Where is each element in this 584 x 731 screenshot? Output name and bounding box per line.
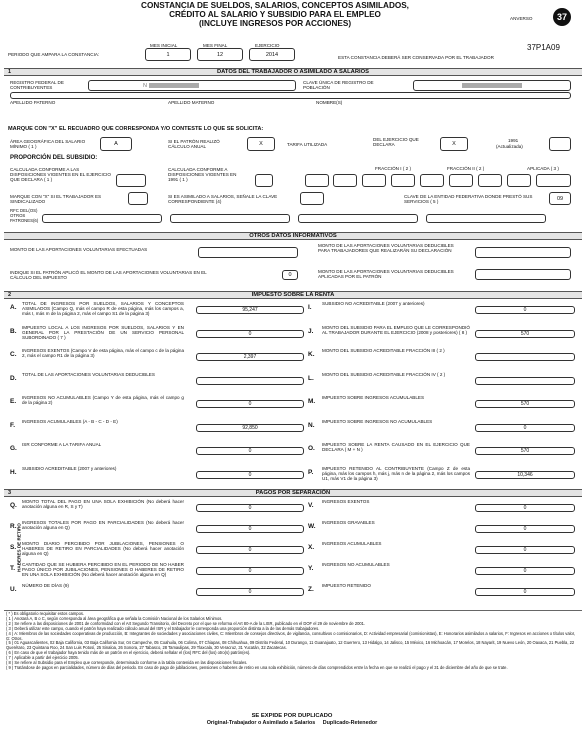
form-title-line3: (INCLUYE INGRESOS POR ACCIONES) <box>198 19 352 28</box>
row-label: INGRESOS NO ACUMULABLES (Campo Y de esta página, más el campo g de la página 2) <box>22 395 184 406</box>
form-title-line2: CRÉDITO AL SALARIO Y SUBSIDIO PARA EL EMPLEO <box>169 10 381 19</box>
row-label: INGRESOS NO ACUMULABLES <box>322 562 390 567</box>
anverso-label: ANVERSO <box>510 16 533 21</box>
fraccion2-label: FRACCIÓN II ( 2 ) <box>447 166 485 171</box>
row-letter: I. <box>308 304 312 311</box>
row-letter: W. <box>308 523 316 530</box>
row-value-field[interactable]: 0 <box>475 306 575 314</box>
row-value-field[interactable]: 570 <box>475 447 575 455</box>
mes-inicial-label: MES INICIAL <box>150 43 178 48</box>
nombres-label: NOMBRE(S) <box>316 100 343 105</box>
row-label: MONTO DEL SUBSIDIO ACREDITABLE FRACCIÓN IV ( 2 ) <box>322 371 446 377</box>
mes-inicial-field[interactable]: 1 <box>145 48 191 61</box>
row-label: IMPUESTO SOBRE INGRESOS NO ACUMULABLES <box>322 418 433 424</box>
row-letter: V. <box>308 502 314 509</box>
otros-patrones-field-4[interactable] <box>426 214 546 223</box>
ap-paterno-label: APELLIDO PATERNO <box>10 100 56 105</box>
row-value-field[interactable]: 0 <box>475 525 575 533</box>
redaction-mark <box>149 83 199 88</box>
aplicada-label: APLICADA ( 3 ) <box>527 166 559 171</box>
duplicado-label: SE EXPIDE POR DUPLICADO <box>251 713 333 719</box>
area-geo-field[interactable]: A <box>100 137 132 151</box>
indique-field[interactable]: 0 <box>282 270 298 280</box>
ap-materno-label: APELLIDO MATERNO <box>168 100 215 105</box>
row-label: CANTIDAD QUE SE HUBIERA PERCIBIDO EN EL PERIODO DE NO HABER PAGO ÚNICO POR JUBILACIONES, PENSIONES O HABERES DE RETIRO EN UNA SOLA EXHIBICIÓN (No deberá hacer anotación alguna en Q) <box>22 562 184 578</box>
tarifa-label: TARIFA UTILIZADA <box>287 142 328 147</box>
aplicada-a[interactable] <box>478 174 502 187</box>
curp-label: CLAVE ÚNICA DE REGISTRO DE POBLACIÓN <box>303 80 374 91</box>
row-letter: A. <box>10 304 17 311</box>
footnote-item: ( 4 ) A: Miembros de las sociedades cooperativas de producción, B: Integrantes de sociedades y asociaciones civiles, C: Miembros de consejos directivos, de vigilancia, consultivos o comisionarios, D: Actividad empresarial (comisionistas), E: Honorarios asimilados a salarios, F: Ingresos en acciones o títulos valor, G: Otros. <box>6 630 576 641</box>
sindicalizado-label: MARQUE CON "X" SI EL TRABAJADOR ES SINDICALIZADO <box>10 194 102 205</box>
row-letter: Q. <box>10 502 17 509</box>
row-letter: O. <box>308 445 315 452</box>
row-letter: S. <box>10 544 17 551</box>
row-value-field[interactable]: 0 <box>196 567 304 575</box>
ejercicio-declara-checkbox[interactable]: X <box>440 137 468 151</box>
footnote-item: ( * ) Es obligatorio requisitar estos campos. <box>6 611 85 616</box>
mes-final-label: MES FINAL <box>203 43 228 48</box>
entidad-label: CLAVE DE LA ENTIDAD FEDERATIVA DONDE PRESTÓ SUS SERVICIOS ( 5 ) <box>404 194 533 205</box>
asimilado-label: SI ES ASIMILADO A SALARIOS, SEÑALE LA CLAVE CORRESPONDIENTE (4) <box>168 194 278 205</box>
actualizada-label: (Actualizada) <box>496 144 523 149</box>
rfc-otros-patrones-label <box>10 208 38 223</box>
row-label: MONTO TOTAL DEL PAGO EN UNA SOLA EXHIBICIÓN (No deberá hacer anotación alguna en R, S y T) <box>22 499 184 510</box>
aplicada-b[interactable] <box>507 174 531 187</box>
aport-apl-field[interactable] <box>475 269 571 280</box>
row-label: INGRESOS TOTALES POR PAGO EN PARCIALIDADES (No deberá hacer anotación alguna en Q) <box>22 520 184 531</box>
rfc-label: REGISTRO FEDERAL DE CONTRIBUYENTES <box>10 80 64 91</box>
row-label: SUBSIDIO NO ACREDITABLE (2007 y anteriores) <box>322 301 425 306</box>
row-value-field[interactable]: 0 <box>196 546 304 554</box>
row-value-field[interactable]: 0 <box>196 504 304 512</box>
section2-number: 2 <box>8 292 12 298</box>
row-value-field[interactable]: 95,247 <box>196 306 304 314</box>
page-number: 37 <box>556 12 567 22</box>
mark-instructions: MARQUE CON "X" EL RECUADRO QUE CORRESPONDA Y/O CONTESTE LO QUE SE SOLICITA: <box>8 126 264 132</box>
row-letter: T. <box>10 565 16 572</box>
aport-apl-label: MONTO DE LAS APORTACIONES VOLUNTARIAS DEDUCIBLES APLICADAS POR EL PATRÓN <box>318 269 454 280</box>
calc-1991-label: CALCULADA CONFORME A DISPOSICIONES VIGENTES EN 1991 ( 1 ) <box>168 167 237 183</box>
aport-ded-field[interactable] <box>475 247 571 258</box>
row-value-field[interactable]: 0 <box>475 567 575 575</box>
otros-patrones-field-2[interactable] <box>170 214 290 223</box>
fraccion1-a[interactable] <box>305 174 329 187</box>
row-letter: F. <box>10 421 16 429</box>
row-label: IMPUESTO SOBRE LA RENTA CAUSADO EN EL EJERCICIO QUE DECLARA ( M + N ) <box>322 442 470 453</box>
row-label: IMPUESTO LOCAL A LOS INGRESOS POR SUELDOS, SALARIOS Y EN GENERAL POR LA PRESTACIÓN DE UN SERVICIO PERSONAL SUBORDINADO ( 7 ) <box>22 324 184 340</box>
row-letter: N. <box>308 421 315 429</box>
otros-patrones-field-3[interactable] <box>298 214 418 223</box>
rfc-value: N <box>143 82 147 89</box>
page-number-badge <box>553 8 571 26</box>
row-label: NÚMERO DE DÍAS (9) <box>22 583 69 588</box>
row-value-field[interactable]: 0 <box>475 588 575 596</box>
haberes-retiro-side-label <box>17 523 22 573</box>
row-label: INGRESOS ACUMULABLES <box>322 541 382 546</box>
footnote-divider <box>4 610 582 611</box>
row-letter: Y. <box>308 565 314 572</box>
row-label: ISR CONFORME A LA TARIFA ANUAL <box>22 442 102 447</box>
form-code: 37P1A09 <box>527 43 560 52</box>
row-letter: C. <box>10 351 17 358</box>
footnote-item: ( 7 ) Aplicable a partir del ejercicio 2005. <box>6 655 79 661</box>
otros-header <box>4 232 582 240</box>
aplicada-c[interactable] <box>536 174 571 187</box>
row-value-field[interactable]: 2,397 <box>196 353 304 361</box>
row-label: IMPUESTO RETENIDO AL CONTRIBUYENTE (Campo Z de esta página, más los campos h, más j, más n de la página 2, más los campos U1, más V1 de la página 3) <box>322 465 470 481</box>
aport-vol-label: MONTO DE LAS APORTACIONES VOLUNTARIAS EFECTUADAS <box>10 247 148 252</box>
rfc-field[interactable] <box>88 80 296 91</box>
indique-label: INDIQUE SI EL PATRÓN APLICÓ EL MONTO DE LAS APORTACIONES VOLUNTARIAS EN EL CÁLCULO DEL IMPUESTO <box>10 270 207 281</box>
row-value-field[interactable]: 0 <box>475 424 575 432</box>
year-1991: 1991 <box>508 138 519 143</box>
patrones-label: PATRONES(6) <box>10 218 39 223</box>
otros-title: OTROS DATOS INFORMATIVOS <box>249 233 337 239</box>
ejercicio-label: EJERCICIO <box>255 43 280 48</box>
row-label: SUBSIDIO ACREDITABLE (2007 y anteriores) <box>22 465 117 471</box>
row-value-field[interactable]: 0 <box>475 546 575 554</box>
row-value-field[interactable] <box>475 353 575 361</box>
section3-title: PAGOS POR SEPARACIÓN <box>255 490 331 496</box>
row-label: MONTO DEL SUBSIDIO ACREDITABLE FRACCIÓN III ( 2 ) <box>322 348 445 353</box>
asimilado-field[interactable] <box>300 192 324 205</box>
rfc-del-label: RFC DEL(OS) <box>10 208 38 213</box>
fraccion1-c[interactable] <box>362 174 386 187</box>
row-value-field[interactable]: 570 <box>475 330 575 338</box>
fraccion2-b[interactable] <box>420 174 444 187</box>
footnote-item: ( 6 ) En caso de que el trabajador haya tenido más de un patrón en el ejercicio, deberá señalar el (los) RFC del (los) otro(s) patrón(es). <box>6 650 251 656</box>
calc-disp-label: CALCULADA CONFORME A LAS DISPOSICIONES VIGENTES EN EL EJERCICIO QUE DECLARA ( 1 ) <box>10 167 111 183</box>
row-label: MONTO DEL SUBSIDIO PARA EL EMPLEO QUE LE CORRESPONDIÓ AL TRABAJADOR DURANTE EL EJERCICIO (2008 y posteriores) ( 8 ) <box>322 324 470 335</box>
section1-header <box>4 68 582 76</box>
name-field[interactable] <box>10 92 571 99</box>
row-letter: X. <box>308 544 315 551</box>
calculo-anual-label: SI EL PATRÓN REALIZÓ CÁLCULO ANUAL <box>168 139 220 150</box>
ejercicio-declara-label: DEL EJERCICIO QUE DECLARA <box>373 137 419 148</box>
mes-final-field[interactable]: 12 <box>197 48 243 61</box>
row-letter: E. <box>10 398 17 405</box>
row-label: IMPUESTO SOBRE INGRESOS ACUMULABLES <box>322 395 425 400</box>
row-value-field[interactable] <box>196 377 304 385</box>
otros-patrones-field-1[interactable] <box>42 214 162 223</box>
row-label: IMPUESTO RETENIDO <box>322 583 371 588</box>
row-letter: R. <box>10 523 17 530</box>
row-letter: B. <box>10 327 17 335</box>
row-letter: G. <box>10 445 17 452</box>
fraccion1-label: FRACCIÓN I ( 2 ) <box>375 166 411 171</box>
row-letter: P. <box>308 468 314 476</box>
redaction-mark <box>462 83 522 88</box>
row-label: TOTAL DE LAS APORTACIONES VOLUNTARIAS DEDUCIBLES <box>22 371 155 377</box>
row-letter: U. <box>10 586 17 593</box>
footnote-item: ( 2 ) Se refiere a las disposiciones de 2001 de conformidad con el Art Segundo Transitorio, del Decreto por el que se reforma el Art 80-A de la LISR, publicado en el DOF el 29 de noviembre de 2001. <box>6 620 366 626</box>
aport-vol-field[interactable] <box>198 247 298 258</box>
row-value-field[interactable]: 0 <box>196 525 304 533</box>
row-letter: J. <box>308 327 314 335</box>
calc-1991-field[interactable] <box>255 174 273 187</box>
section1-title: DATOS DEL TRABAJADOR O ASIMILADO A SALARIOS <box>216 69 369 75</box>
duplicado-recipients: Original-Trabajador o Asimilado a Salarios Duplicado-Retenedor <box>206 720 378 726</box>
row-letter: Z. <box>308 586 314 593</box>
footnotes <box>6 612 578 671</box>
proporcion-label: PROPORCIÓN DEL SUBSIDIO: <box>10 155 98 161</box>
form-title-line1: CONSTANCIA DE SUELDOS, SALARIOS, CONCEPTOS ASIMILADOS, <box>141 1 409 10</box>
row-value-field[interactable]: 0 <box>196 588 304 596</box>
section3-number: 3 <box>8 490 12 496</box>
row-value-field[interactable]: 10,346 <box>475 471 575 479</box>
row-value-field[interactable]: 570 <box>475 400 575 408</box>
sindicalizado-checkbox[interactable] <box>128 192 148 205</box>
row-value-field[interactable]: 92,850 <box>196 424 304 432</box>
row-label: INGRESOS EXENTOS <box>322 499 370 504</box>
row-value-field[interactable]: 0 <box>196 471 304 479</box>
footnote-item: ( 8 ) Se refiere al Subsidio para el Empleo que corresponde, determinado conforme a la tabla contenida en las disposiciones fiscales. <box>6 660 248 666</box>
section3-header <box>4 489 582 497</box>
row-letter: D. <box>10 374 17 382</box>
row-value-field[interactable] <box>475 377 575 385</box>
row-label: INGRESOS ACUMULABLES (A - B - C - D - E) <box>22 418 118 424</box>
row-value-field[interactable]: 0 <box>196 330 304 338</box>
fraccion1-b[interactable] <box>333 174 357 187</box>
calculo-anual-checkbox[interactable]: X <box>247 137 275 151</box>
fraccion2-a[interactable] <box>391 174 415 187</box>
row-value-field[interactable]: 0 <box>196 447 304 455</box>
area-geo-label: ÁREA GEOGRÁFICA DEL SALARIO MÍNIMO ( 1 ) <box>10 139 86 150</box>
row-letter: K. <box>308 351 315 358</box>
footnote-item: ( 1 ) Anotará A, B o C, según corresponda al área geográfica que señala la Comisión Nacional de los Salarios Mínimos. <box>6 615 223 621</box>
curp-field[interactable] <box>413 80 571 91</box>
footnote-item: ( 3 ) Deberá utilizar este campo, cuando el patrón haya realizado cálculo anual del ISR y el trabajador le corresponda una proporción distinta a la de las demás trabajadores. <box>6 625 320 631</box>
ejercicio-field[interactable]: 2014 <box>249 48 295 61</box>
section2-title: IMPUESTO SOBRE LA RENTA <box>251 292 335 298</box>
row-label: INGRESOS EXENTOS (Campo V de esta página, más el campo c de la página 2, más el campo R1 de la página 3) <box>22 348 184 359</box>
section2-header <box>4 291 582 299</box>
tarifa-1991-checkbox[interactable] <box>549 137 571 151</box>
row-letter: M. <box>308 398 316 405</box>
row-value-field[interactable]: 0 <box>196 400 304 408</box>
row-label: TOTAL DE INGRESOS POR SUELDOS, SALARIOS Y CONCEPTOS ASIMILADOS (Campo Q, más el campo R de esta página, más los campos a, más I, más m de la página 2, más el campo S1 de la página 3) <box>22 301 184 317</box>
entidad-field[interactable]: 09 <box>549 192 571 205</box>
aport-ded-label: MONTO DE LAS APORTACIONES VOLUNTARIAS DEDUCIBLES PARA TRABAJADORES QUE REALIZARÁN SU DECLARACIÓN <box>318 243 454 254</box>
row-label: MONTO DIARIO PERCIBIDO POR JUBILACIONES, PENSIONES O HABERES DE RETIRO EN PARCIALIDADES (No deberá hacer anotación alguna en Q) <box>22 541 184 557</box>
haberes-retiro-text: HABERES DE RETIRO <box>16 523 22 572</box>
fraccion2-c[interactable] <box>449 174 473 187</box>
footnote-item: ( 5 ) 01 Aguascalientes, 02 Baja California, 03 Baja California Sur, 04 Campeche, 05 Coahuila, 06 Colima, 07 Chiapas, 08 Chihuahua, 09 Distrito Federal, 10 Durango, 11 Guanajuato, 12 Guerrero, 13 Hidalgo, 14 Jalisco, 15 México, 16 Michoacán, 17 Morelos, 18 Nayarit, 19 Nuevo León, 20 Oaxaca, 21 Puebla, 22 Querétaro, 23 Quintana Roo, 24 San Luis Potosí, 25 Sinaloa, 26 Sonora, 27 Tabasco, 28 Tamaulipas, 29 Tlaxcala, 30 Veracruz, 31 Yucatán, 32 Zacatecas. <box>6 640 575 651</box>
row-value-field[interactable]: 0 <box>475 504 575 512</box>
period-label: PERIODO QUE AMPARA LA CONSTANCIA: <box>8 52 100 57</box>
row-label: INGRESOS GRAVABLES <box>322 520 375 525</box>
row-letter: H. <box>10 468 17 476</box>
otros-label: OTROS <box>10 213 26 218</box>
keep-note: ESTA CONSTANCIA DEBERÁ SER CONSERVADA POR EL TRABAJADOR <box>338 55 494 60</box>
section1-number: 1 <box>8 69 12 75</box>
calc-disp-field[interactable] <box>116 174 146 187</box>
footnote-item: ( 9 ) Tratándose de pagos en parcialidades, número de días del periodo. En caso de pago de jubilaciones, pensiones o haberes de retiro en una sola exhibición, número de días comprendidos entre la fecha en que se realizó el pago y el 31 de diciembre del año de que se trate. <box>6 664 508 670</box>
row-letter: L. <box>308 374 314 382</box>
